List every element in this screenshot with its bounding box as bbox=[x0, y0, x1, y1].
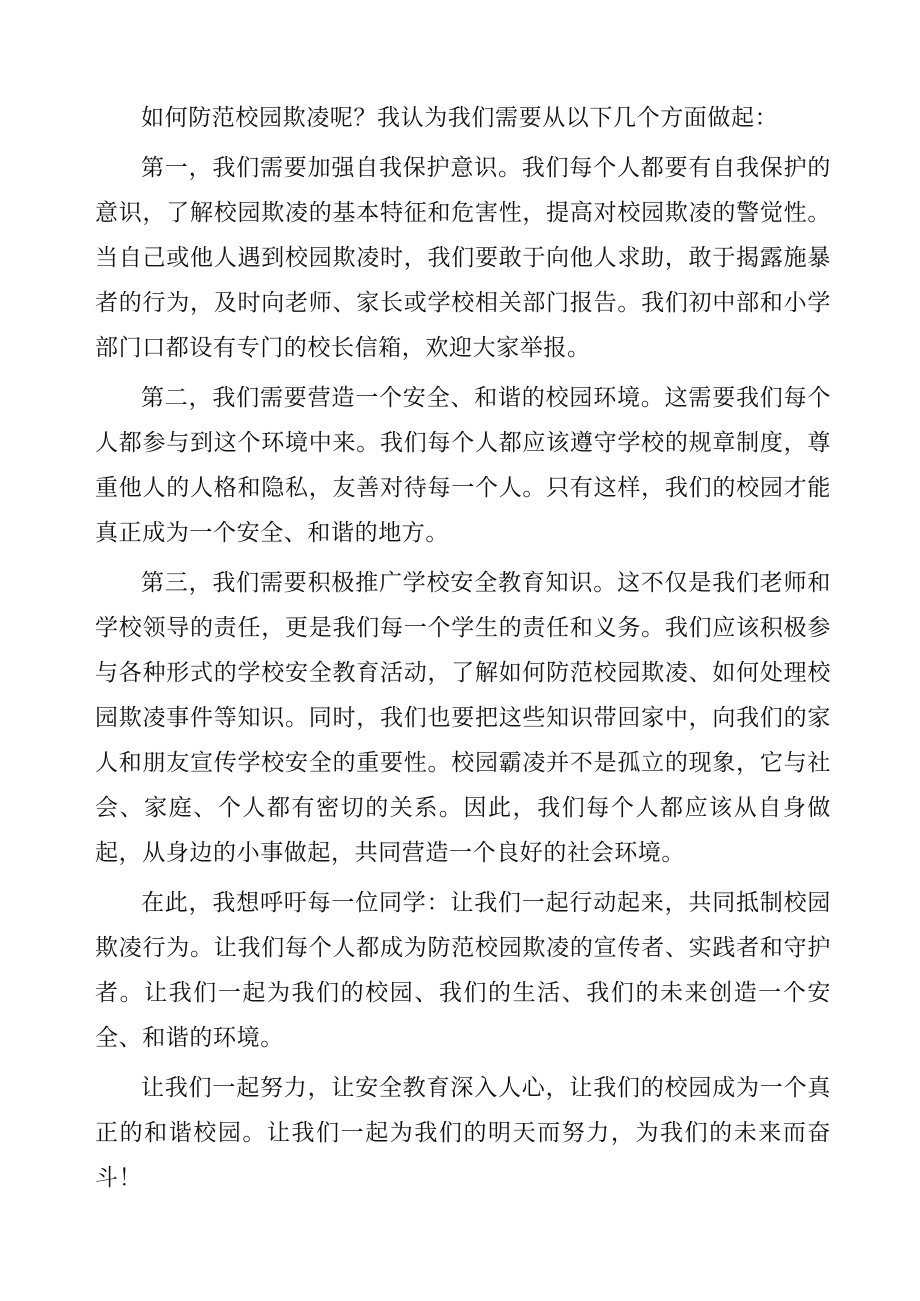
document-body bbox=[95, 96, 831, 1201]
paragraph-first-point: 第一，我们需要加强自我保护意识。我们每个人都要有自我保护的意识，了解校园欺凌的基本特征和危害性，提高对校园欺凌的警觉性。当自己或他人遇到校园欺凌时，我们要敢于向他人求助，敢于揭露施暴者的行为，及时向老师、家长或学校相关部门报告。我们初中部和小学部门口都设有专门的校长信箱，欢迎大家举报。 bbox=[95, 155, 831, 361]
paragraph-third-point: 第三，我们需要积极推广学校安全教育知识。这不仅是我们老师和学校领导的责任，更是我们每一个学生的责任和义务。我们应该积极参与各种形式的学校安全教育活动，了解如何防范校园欺凌、如何处理校园欺凌事件等知识。同时，我们也要把这些知识带回家中，向我们的家人和朋友宣传学校安全的重要性。校园霸凌并不是孤立的现象，它与社会、家庭、个人都有密切的关系。因此，我们每个人都应该从自身做起，从身边的小事做起，共同营造一个良好的社会环境。 bbox=[95, 570, 831, 866]
paragraph-closing: 让我们一起努力，让安全教育深入人心，让我们的校园成为一个真正的和谐校园。让我们一起为我们的明天而努力，为我们的未来而奋斗！ bbox=[95, 1075, 831, 1191]
paragraph-intro: 如何防范校园欺凌呢？我认为我们需要从以下几个方面做起： bbox=[141, 105, 779, 131]
paragraph-appeal: 在此，我想呼吁每一位同学：让我们一起行动起来，共同抵制校园欺凌行为。让我们每个人都成为防范校园欺凌的宣传者、实践者和守护者。让我们一起为我们的校园、我们的生活、我们的未来创造一个安全、和谐的环境。 bbox=[95, 890, 831, 1051]
paragraph-second-point: 第二，我们需要营造一个安全、和谐的校园环境。这需要我们每个人都参与到这个环境中来。我们每个人都应该遵守学校的规章制度，尊重他人的人格和隐私，友善对待每一个人。只有这样，我们的校园才能真正成为一个安全、和谐的地方。 bbox=[95, 385, 831, 546]
